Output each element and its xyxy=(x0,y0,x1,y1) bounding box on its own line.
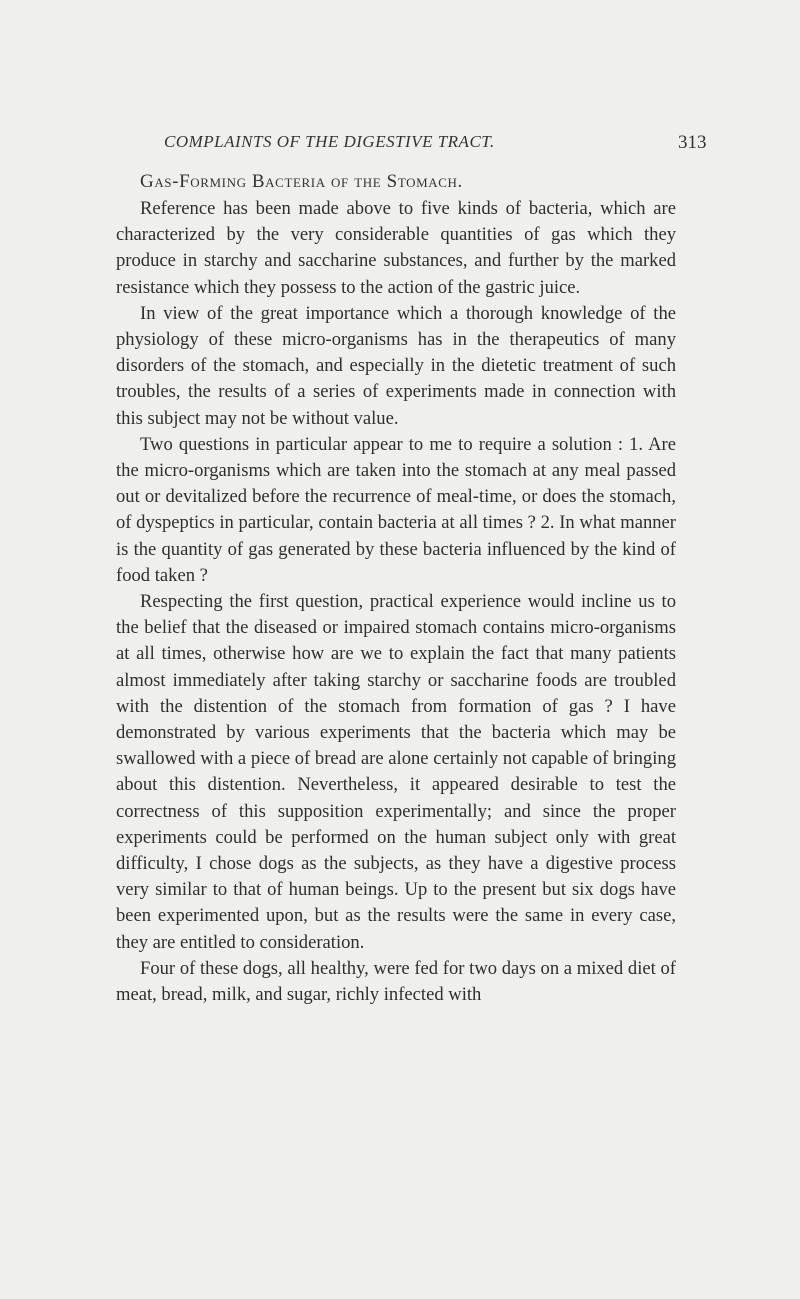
paragraph: In view of the great importance which a thorough knowledge of the physiology of these micro-organisms has in the therapeutics of many disorders of the stomach, and especially in the dietetic treatment of such troubles, the results of a series of experiments made in connection with this subject may not be without value. xyxy=(116,302,676,429)
paragraph: Respecting the first question, practical experience would incline us to the belief that the diseased or impaired stomach contains micro-organisms at all times, otherwise how are we to explain the fact that many patients almost immediately after taking starchy or saccharine foods are troubled with the distention of the stomach from formation of gas ? I have demonstrated by various experiments that the bacteria which may be swallowed with a piece of bread are alone certainly not capable of bringing about this distention. Nevertheless, it appeared desirable to test the correctness of this supposition experimentally; and since the proper experiments could be performed on the human subject only with great difficulty, I chose dogs as the subjects, as they have a digestive process very similar to that of human beings. Up to the present but six dogs have been experimented upon, but as the results were the same in every case, they are entitled to consideration. xyxy=(116,591,676,953)
body-text xyxy=(116,196,676,1008)
running-head xyxy=(0,132,800,156)
paragraph: Reference has been made above to five kinds of bacteria, which are characterized by the very considerable quantities of gas which they produce in starchy and saccharine substances, and further by the marked resistance which they possess to the action of the gastric juice. xyxy=(116,198,676,298)
paragraph: Two questions in particular appear to me to require a solution : 1. Are the micro-organisms which are taken into the stomach at any meal passed out or devitalized before the recurrence of meal-time, or does the stomach, of dyspeptics in particular, contain bacteria at all times ? 2. In what manner is the quantity of gas generated by these bacteria influenced by the kind of food taken ? xyxy=(116,433,676,586)
section-heading: Gas-Forming Bacteria of the Stomach. xyxy=(140,171,463,192)
paragraph: Four of these dogs, all healthy, were fed for two days on a mixed diet of meat, bread, milk, and sugar, richly infected with xyxy=(116,957,676,1006)
running-title: COMPLAINTS OF THE DIGESTIVE TRACT. xyxy=(164,132,495,151)
page-number: 313 xyxy=(678,132,707,153)
